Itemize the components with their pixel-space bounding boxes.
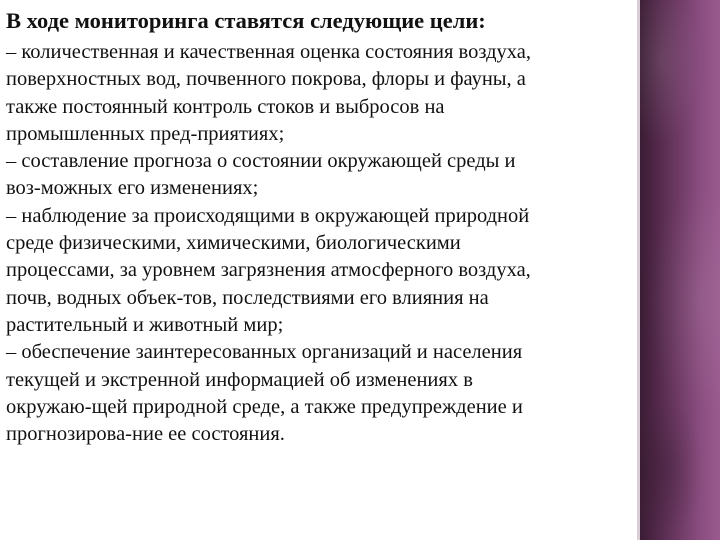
decorative-side-band <box>640 0 720 540</box>
body-line: среде физическими, химическими, биологическими <box>6 232 461 255</box>
body-line: воз-можных его изменениях; <box>6 177 259 200</box>
body-line: – количественная и качественная оценка состояния воздуха, <box>6 41 531 63</box>
body-line: растительный и животный мир; <box>6 313 284 336</box>
body-line: окружаю-щей природной среде, а также предупреждение и <box>6 395 523 418</box>
body-line: прогнозирова-ние ее состояния. <box>6 423 285 446</box>
body-line: процессами, за уровнем загрязнения атмосферного воздуха, <box>6 259 531 282</box>
body-line: промышленных пред-приятиях; <box>6 122 285 145</box>
body-line: – обеспечение заинтересованных организаций и населения <box>6 341 523 364</box>
body-line: почв, водных объек-тов, последствиями его влияния на <box>6 286 489 309</box>
body-line: – составление прогноза о состоянии окружающей среды и <box>6 150 516 173</box>
body-line: поверхностных вод, почвенного покрова, флоры и фауны, а <box>6 68 526 91</box>
body-line: – наблюдение за происходящими в окружающей природной <box>6 204 530 227</box>
slide-title: В ходе мониторинга ставятся следующие цели: <box>6 8 486 33</box>
slide-content <box>6 2 631 448</box>
body-line: текущей и экстренной информацией об изменениях в <box>6 368 473 391</box>
body-line: также постоянный контроль стоков и выбросов на <box>6 95 445 118</box>
